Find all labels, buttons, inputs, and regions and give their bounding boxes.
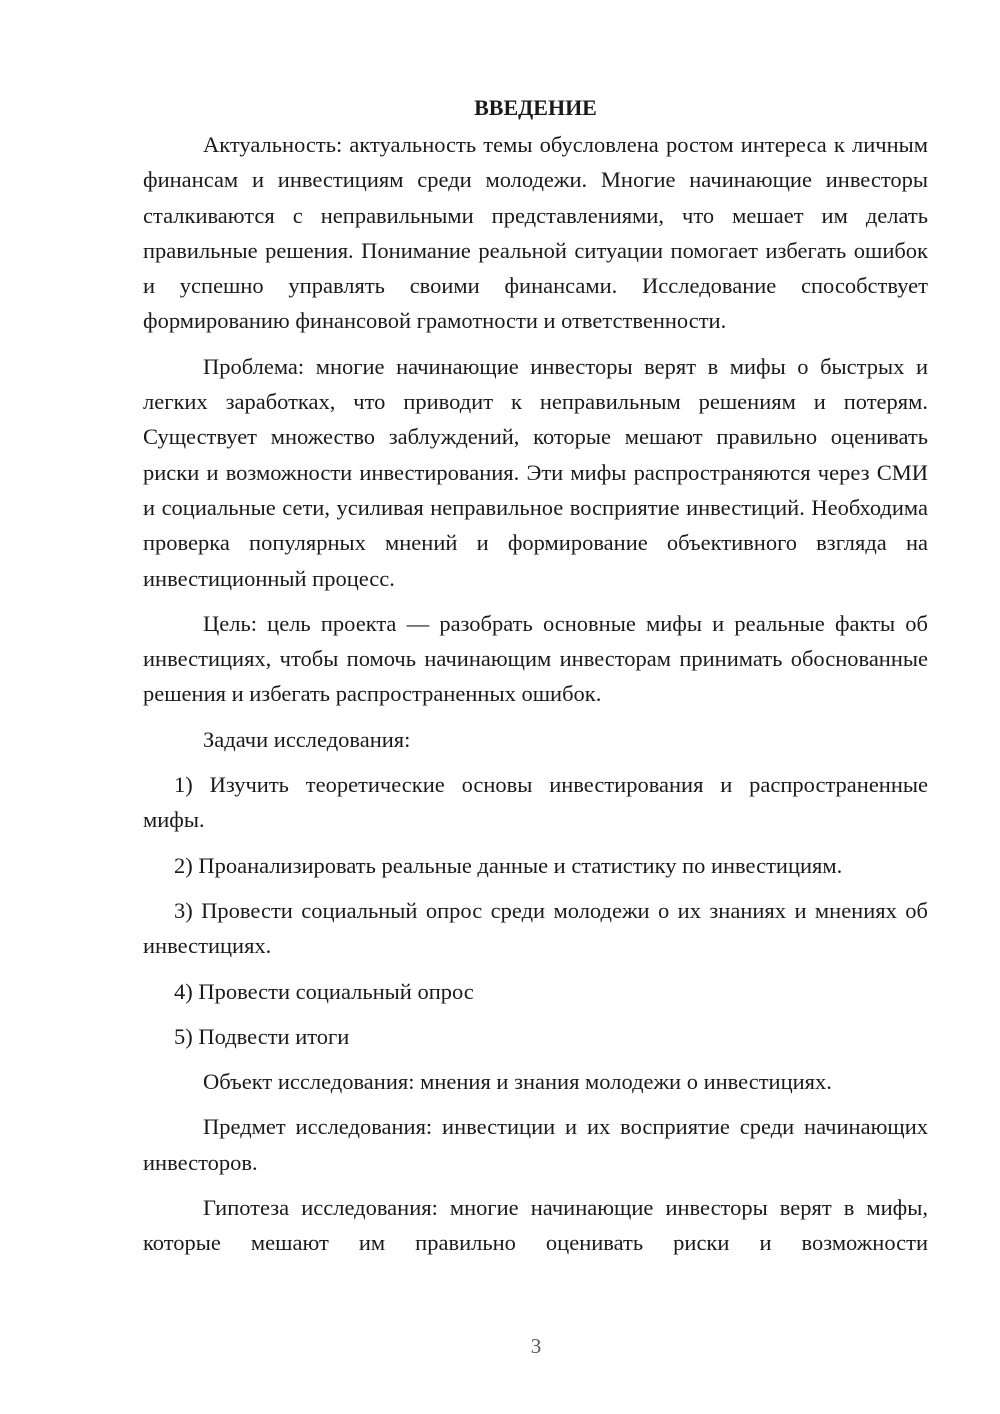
paragraph-tasks-title: Задачи исследования: — [203, 726, 411, 752]
section-heading: ВВЕДЕНИЕ — [474, 95, 597, 120]
task-item-3: 3) Провести социальный опрос среди молодежи о их знаниях и мнениях об инвестициях. — [143, 897, 928, 959]
paragraph-relevance: Актуальность: актуальность темы обусловлена ростом интереса к личным финансам и инвестициям среди молодежи. Многие начинающие инвесторы сталкиваются с неправильными представлениями, что мешает им делать правильные решения. Понимание реальной ситуации помогает избегать ошибок и успешно управлять своими финансами. Исследование способствует формированию финансовой грамотности и ответственности. — [143, 132, 928, 334]
paragraph-object: Объект исследования: мнения и знания молодежи о инвестициях. — [203, 1069, 832, 1095]
page-number: 3 — [530, 1334, 542, 1358]
paragraph-hypothesis: Гипотеза исследования: многие начинающие инвесторы верят в мифы, которые мешают им правильно оценивать риски и возможности — [143, 1195, 928, 1256]
task-item-2: 2) Проанализировать реальные данные и статистику по инвестициям. — [174, 852, 843, 878]
document-page — [143, 90, 928, 1271]
task-item-5: 5) Подвести итоги — [174, 1023, 350, 1049]
task-item-4: 4) Провести социальный опрос — [174, 978, 474, 1004]
paragraph-problem: Проблема: многие начинающие инвесторы верят в мифы о быстрых и легких заработках, что приводит к неправильным решениям и потерям. Существует множество заблуждений, которые мешают правильно оценивать риски и возможности инвестирования. Эти мифы распространяются через СМИ и социальные сети, усиливая неправильное восприятие инвестиций. Необходима проверка популярных мнений и формирование объективного взгляда на инвестиционный процесс. — [143, 353, 928, 591]
paragraph-subject: Предмет исследования: инвестиции и их восприятие среди начинающих инвесторов. — [143, 1114, 928, 1175]
paragraph-goal: Цель: цель проекта — разобрать основные мифы и реальные факты об инвестициях, чтобы помочь начинающим инвесторам принимать обоснованные решения и избегать распространенных ошибок. — [143, 610, 928, 707]
task-item-1: 1) Изучить теоретические основы инвестирования и распространенные мифы. — [143, 772, 928, 833]
